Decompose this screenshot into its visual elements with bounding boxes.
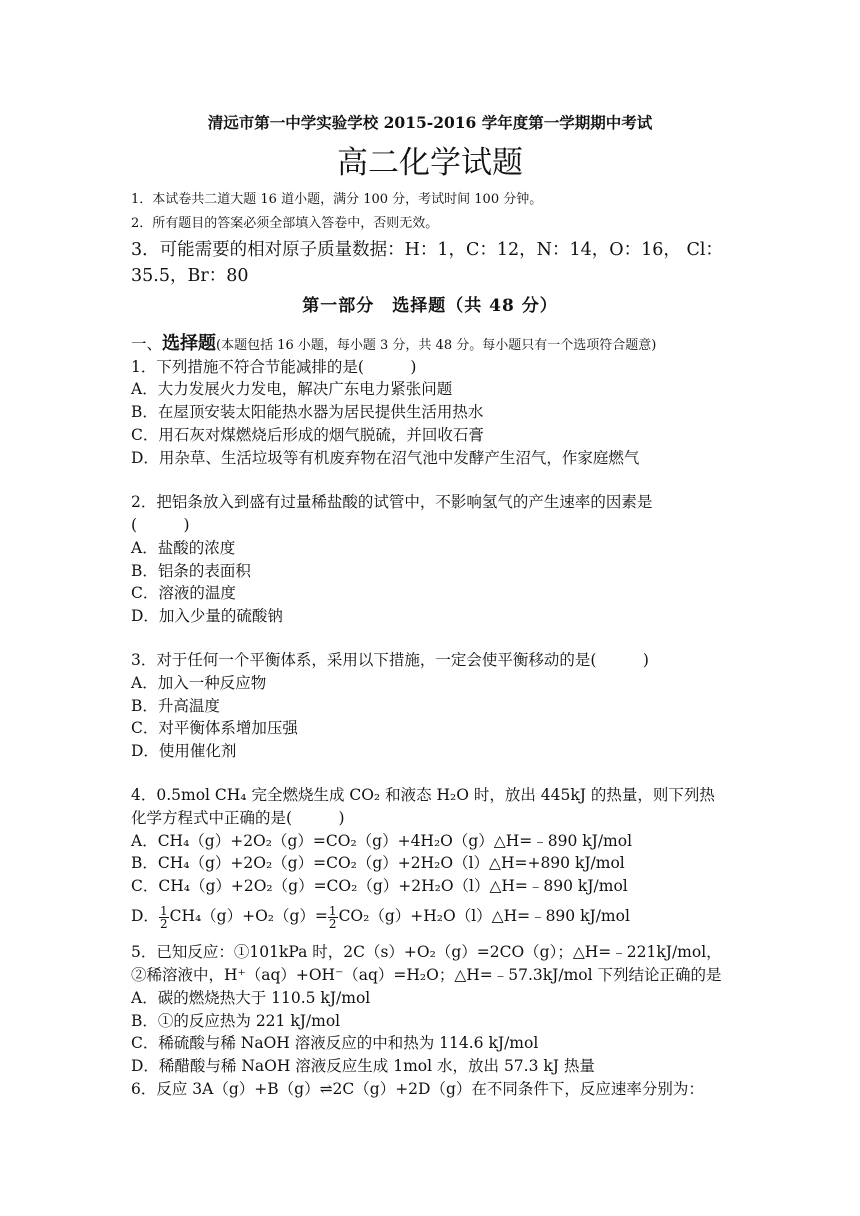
q2-option-c: C．溶液的温度 xyxy=(131,584,236,602)
fraction-denominator: 2 xyxy=(328,916,337,931)
school-exam-line: 清远市第一中学实验学校 2015-2016 学年度第一学期期中考试 xyxy=(207,113,653,132)
note-3-line-2: 35.5，Br：80 xyxy=(131,266,249,286)
q1-option-b: B．在屋顶安装太阳能热水器为居民提供生活用热水 xyxy=(131,403,484,421)
q3-option-c: C．对平衡体系增加压强 xyxy=(131,719,298,737)
q1-stem: 1．下列措施不符合节能减排的是( ) xyxy=(131,358,417,376)
q4-d-part-2: CO₂（g）+H₂O（l）△H=﹣890 kJ/mol xyxy=(338,907,630,925)
q5-option-a: A．碳的燃烧热大于 110.5 kJ/mol xyxy=(131,989,371,1007)
q3-stem: 3．对于任何一个平衡体系，采用以下措施，一定会使平衡移动的是( ) xyxy=(131,651,649,669)
fraction-half-2 xyxy=(328,905,338,930)
note-3-line-1: 3．可能需要的相对原子质量数据：H：1，C：12，N：14，O：16， Cl： xyxy=(131,240,723,260)
section-prefix: 一、 xyxy=(131,335,163,353)
q1-option-a: A．大力发展火力发电，解决广东电力紧张问题 xyxy=(131,380,453,398)
q3-option-d: D．使用催化剂 xyxy=(131,742,237,760)
q2-option-a: A．盐酸的浓度 xyxy=(131,539,236,557)
section-heading xyxy=(131,334,656,356)
q4-option-c: C．CH₄（g）+2O₂（g）=CO₂（g）+2H₂O（l）△H=﹣890 kJ/mol xyxy=(131,877,628,895)
fraction-denominator: 2 xyxy=(159,916,168,931)
q2-option-b: B．铝条的表面积 xyxy=(131,562,251,580)
part-one-heading: 第一部分 选择题（共 48 分） xyxy=(302,296,558,316)
q4-option-d xyxy=(131,902,630,930)
q4-stem-line-1: 4．0.5mol CH₄ 完全燃烧生成 CO₂ 和液态 H₂O 时，放出 445kJ 的热量，则下列热 xyxy=(131,786,715,804)
q1-option-c: C．用石灰对煤燃烧后形成的烟气脱硫，并回收石膏 xyxy=(131,426,484,444)
q6-stem: 6．反应 3A（g）+B（g）⇌2C（g）+2D（g）在不同条件下，反应速率分别为： xyxy=(131,1080,704,1098)
q5-option-b: B．①的反应热为 221 kJ/mol xyxy=(131,1012,341,1030)
q2-option-d: D．加入少量的硫酸钠 xyxy=(131,607,283,625)
q4-d-part-1: CH₄（g）+O₂（g）= xyxy=(169,907,328,925)
q5-option-c: C．稀硫酸与稀 NaOH 溶液反应的中和热为 114.6 kJ/mol xyxy=(131,1034,539,1052)
q4-option-a: A．CH₄（g）+2O₂（g）=CO₂（g）+4H₂O（g）△H=﹣890 kJ/mol xyxy=(131,832,633,850)
q4-stem-line-2: 化学方程式中正确的是( ) xyxy=(131,809,345,827)
q1-option-d: D．用杂草、生活垃圾等有机废弃物在沼气池中发酵产生沼气，作家庭燃气 xyxy=(131,449,640,467)
fraction-numerator: 1 xyxy=(159,903,168,918)
q2-stem: 2．把铝条放入到盛有过量稀盐酸的试管中，不影响氢气的产生速率的因素是 xyxy=(131,493,653,511)
q4-d-prefix: D． xyxy=(131,907,159,925)
q4-option-b: B．CH₄（g）+2O₂（g）=CO₂（g）+2H₂O（l）△H=+890 kJ/mol xyxy=(131,854,625,872)
q5-stem-line-2: ②稀溶液中，H⁺（aq）+OH⁻（aq）=H₂O；△H=﹣57.3kJ/mol 下列结论正确的是 xyxy=(131,966,722,984)
q5-stem-line-1: 5．已知反应：①101kPa 时，2C（s）+O₂（g）=2CO（g）；△H=﹣221kJ/mol， xyxy=(131,943,722,961)
section-label: 选择题 xyxy=(162,333,217,354)
q3-option-a: A．加入一种反应物 xyxy=(131,674,267,692)
q2-stem-paren: ( ) xyxy=(131,516,190,534)
page-title: 高二化学试题 xyxy=(337,145,523,181)
section-note: (本题包括 16 小题，每小题 3 分，共 48 分。每小题只有一个选项符合题意) xyxy=(216,338,657,353)
note-1: 1．本试卷共二道大题 16 道小题，满分 100 分，考试时间 100 分钟。 xyxy=(131,192,543,207)
q3-option-b: B．升高温度 xyxy=(131,697,220,715)
fraction-half xyxy=(159,905,169,930)
note-2: 2．所有题目的答案必须全部填入答卷中，否则无效。 xyxy=(131,216,439,231)
fraction-numerator: 1 xyxy=(328,903,337,918)
q5-option-d: D．稀醋酸与稀 NaOH 溶液反应生成 1mol 水，放出 57.3 kJ 热量 xyxy=(131,1057,595,1075)
